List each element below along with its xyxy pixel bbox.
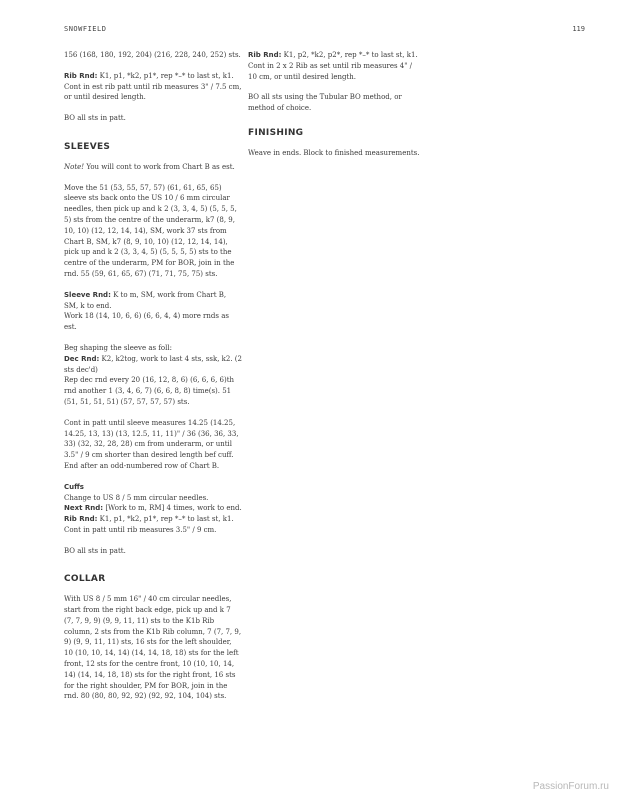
cuff-bind-off: BO all sts in patt. bbox=[64, 546, 126, 555]
note-paragraph bbox=[64, 162, 242, 173]
right-column bbox=[248, 50, 423, 169]
watermark: PassionForum.ru bbox=[532, 781, 609, 792]
cuff-rib-round-text: K1, p1, *k2, p1*, rep *–* to last st, k1. Cont in patt until rib measures 3.5" / 9 cm. bbox=[64, 515, 234, 534]
sleeve-round-text: K to m, SM, work from Chart B, SM, k to end. bbox=[64, 290, 227, 310]
cuffs-change-needles: Change to US 8 / 5 mm circular needles. bbox=[64, 493, 209, 502]
cuffs-paragraph bbox=[64, 493, 242, 536]
shaping-paragraph bbox=[64, 343, 242, 408]
sleeve-round-label: Sleeve Rnd: bbox=[64, 290, 111, 299]
cuffs-heading: Cuffs bbox=[64, 482, 84, 491]
sleeves-heading: SLEEVES bbox=[64, 141, 111, 152]
collar-instructions: With US 8 / 5 mm 16" / 40 cm circular needles, start from the right back edge, pick up and k 7 (7, 7, 9, 9) (9, 9, 11, 11) sts to the K1b Rib column, 2 sts from the K1b Rib column, 7 (7, 7, 9, 9) (9, 9, 11, 11) sts, 16 sts for the left shoulder, 10 (10, 10, 14, 14) (14, 14, 18, 18) sts for the left front, 12 sts for the centre front, 10 (10, 10, 14, 14) (14, 14, 18, 18) sts for the right front, 16 sts for the right shoulder, PM for BOR, join in the rnd. 80 (80, 80, 92, 92) (92, 92, 104, 104) sts. bbox=[64, 595, 242, 701]
left-column bbox=[64, 50, 242, 712]
cuff-rib-round-label: Rib Rnd: bbox=[64, 515, 98, 524]
dec-round-label: Dec Rnd: bbox=[64, 354, 100, 363]
collar-rib-paragraph bbox=[248, 50, 423, 82]
next-round-label: Next Rnd: bbox=[64, 504, 104, 513]
sleeves-instructions: Move the 51 (53, 55, 57, 57) (61, 61, 65, 65) sleeve sts back onto the US 10 / 6 mm circular needles, then pick up and k 2 (3, 3, 4, 5) (5, 5, 5, 5) sts from the centre of the underarm, k7 (8, 9, 10, 10) (12, 12, 14, 14), SM, work 37 sts from Chart B, SM, k7 (8, 9, 10, 10) (12, 12, 14, 14), pick up and k 2 (3, 3, 4, 5) (5, 5, 5, 5) sts to the centre of the underarm, PM for BOR, join in the rnd. 55 (59, 61, 65, 67) (71, 71, 75, 75) sts. bbox=[64, 183, 237, 278]
finishing-heading: FINISHING bbox=[248, 127, 304, 138]
page-number: 119 bbox=[572, 25, 585, 33]
sleeve-round-paragraph bbox=[64, 290, 242, 333]
stitch-count: 156 (168, 180, 192, 204) (216, 228, 240, 252) sts. bbox=[64, 51, 241, 59]
dec-round-text: K2, k2tog, work to last 4 sts, ssk, k2. (2 sts dec'd) bbox=[64, 354, 242, 374]
finishing-text: Weave in ends. Block to finished measurements. bbox=[248, 148, 420, 157]
collar-heading: COLLAR bbox=[64, 574, 106, 585]
repeat-dec-text: Rep dec rnd every 20 (16, 12, 8, 6) (6, 6, 6, 6)th rnd another 1 (3, 4, 6, 7) (6, 6, 8, 8) time(s). 51 (51, 51, 51, 51) (57, 57, 57, 57) sts. bbox=[64, 376, 235, 406]
next-round-text: [Work to m, RM] 4 times, work to end. bbox=[103, 504, 242, 513]
rib-round-paragraph bbox=[64, 71, 242, 103]
collar-rib-label: Rib Rnd: bbox=[248, 51, 282, 59]
note-text: You will cont to work from Chart B as est. bbox=[84, 162, 235, 171]
shaping-intro: Beg shaping the sleeve as foll: bbox=[64, 343, 172, 352]
note-label: Note! bbox=[64, 162, 85, 171]
running-title: SNOWFIELD bbox=[64, 25, 107, 33]
rib-round-label: Rib Rnd: bbox=[64, 71, 98, 80]
sleeve-round-repeat: Work 18 (14, 10, 6, 6) (6, 6, 4, 4) more rnds as est. bbox=[64, 312, 229, 332]
collar-rib-text: K1, p2, *k2, p2*, rep *–* to last st, k1. Cont in 2 x 2 Rib as set until rib measures 4" / 10 cm, or until desired length. bbox=[248, 51, 418, 81]
rib-round-text: K1, p1, *k2, p1*, rep *–* to last st, k1. Cont in est rib patt until rib measures 3" / 7.5 cm, or until desired length. bbox=[64, 71, 242, 102]
continue-pattern-paragraph: Cont in patt until sleeve measures 14.25 (14.25, 14.25, 13, 13) (13, 12.5, 11, 11)" / 36 (36, 36, 33, 33) (32, 32, 28, 28) cm from underarm, or until 3.5" / 9 cm shorter than desired length bef cuff. End after an odd-numbered row of Chart B. bbox=[64, 418, 239, 470]
collar-bind-off: BO all sts using the Tubular BO method, or method of choice. bbox=[248, 93, 402, 113]
bind-off-paragraph: BO all sts in patt. bbox=[64, 114, 126, 123]
